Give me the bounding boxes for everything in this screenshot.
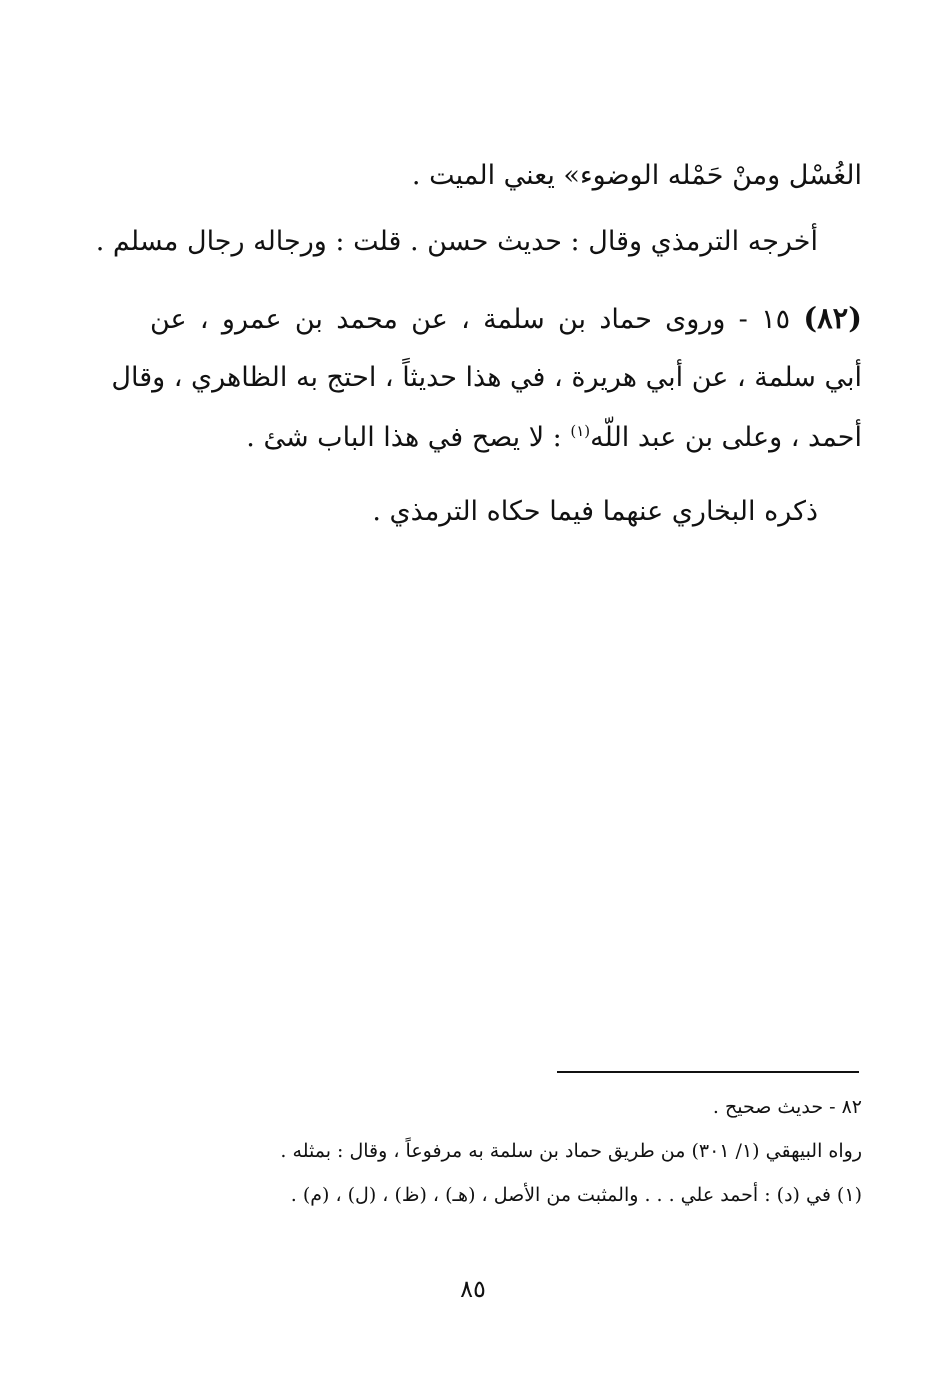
page-number: ٨٥ [460,1275,486,1303]
hadith-line-2: أبي سلمة ، عن أبي هريرة ، في هذا حديثاً ، احتج به الظاهري ، وقال [111,362,862,393]
footnote-1: ٨٢ - حديث صحيح . [712,1096,862,1118]
hadith-line-3-text-b: : لا يصح في هذا الباب شئ . [246,422,571,453]
hadith-line-1-text: ١٥ - وروى حماد بن سلمة ، عن محمد بن عمرو ، عن [150,304,791,335]
text-line-last: ذكره البخاري عنهما فيما حكاه الترمذي . [372,496,818,527]
hadith-line-3 [246,418,862,458]
hadith-line-3-text-a: أحمد ، وعلى بن عبد اللّه [590,422,862,453]
footnote-3: (١) في (د) : أحمد علي . . . والمثبت من الأصل ، (هـ) ، (ظ) ، (ل) ، (م) . [290,1184,862,1206]
text-line-1: الغُسْل ومنْ حَمْله الوضوء» يعني الميت . [411,160,862,191]
text-line-2: أخرجه الترمذي وقال : حديث حسن . قلت : ورجاله رجال مسلم . [95,226,818,257]
hadith-number: (٨٢) [803,301,862,335]
footnote-marker: (١) [570,422,591,440]
footnote-separator [557,1071,859,1073]
footnote-2: رواه البيهقي (١/ ٣٠١) من طريق حماد بن سلمة به مرفوعاً ، وقال : بمثله . [280,1140,862,1162]
hadith-line-1 [150,298,862,340]
